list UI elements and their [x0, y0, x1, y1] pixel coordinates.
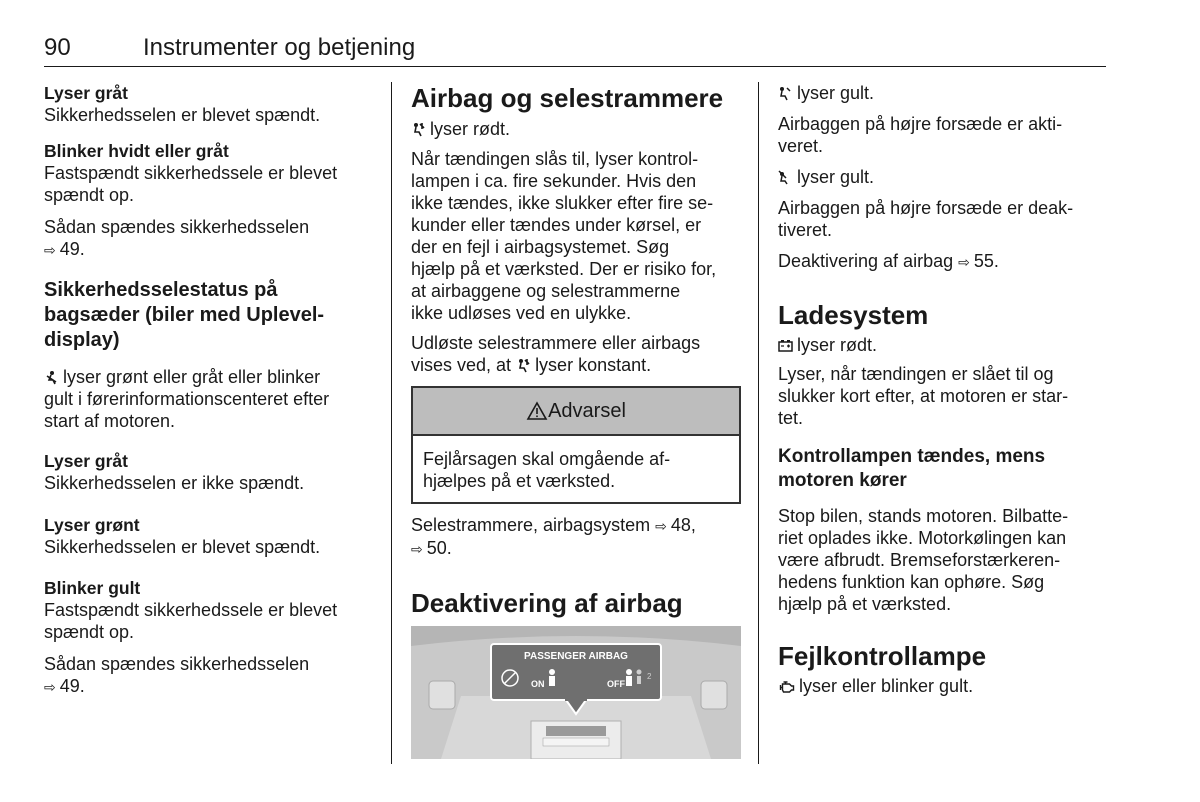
paragraph: lyser rødt. [411, 118, 741, 140]
paragraph: Sådan spændes sikkerhedsselen [44, 217, 310, 237]
page-reference-link[interactable]: ⇨ 50. [411, 538, 452, 558]
page-reference-link[interactable]: ⇨ 48, [655, 515, 696, 535]
section-heading-deactivation: Deaktivering af airbag [411, 588, 683, 618]
passenger-airbag-on-icon [778, 86, 793, 101]
page-number: 90 [44, 34, 71, 61]
paragraph: Airbaggen på højre forsæde er deak- tiveret. [778, 198, 1074, 240]
figure-on-label: ON [531, 679, 545, 689]
paragraph: Fastspændt sikkerhedssele er blevet spændt op. [44, 600, 338, 642]
subheading-lyser-graat-2: Lyser gråt [44, 451, 128, 471]
airbag-warning-icon [516, 358, 531, 373]
paragraph: Stop bilen, stands motoren. Bilbatte- riet oplades ikke. Motorkølingen kan være afbrudt. Bremseforstærkeren- hedens funktion kan ophøre. Søg hjælp på et værksted. [778, 506, 1069, 614]
paragraph: lyser grønt eller gråt eller blinker gult i førerinformationscenteret efter start af motoren. [44, 367, 330, 431]
header-rule [44, 66, 1106, 67]
section-heading-fault-lamp: Fejlkontrollampe [778, 641, 987, 671]
warning-triangle-icon [526, 401, 548, 421]
airbag-warning-icon [411, 122, 426, 137]
page-reference-link[interactable]: ⇨ 49. [44, 238, 379, 261]
warning-text: Fejlårsagen skal omgående af- hjælpes på et værksted. [423, 449, 671, 491]
column-middle [411, 82, 741, 764]
passenger-airbag-panel-figure [411, 626, 741, 759]
paragraph: Sikkerhedsselen er blevet spændt. [44, 537, 321, 557]
passenger-airbag-on-icon [549, 669, 555, 686]
warning-header [413, 388, 739, 436]
paragraph: lyser rødt. [778, 334, 1108, 356]
section-heading-charging: Ladesystem [778, 300, 929, 330]
section-heading-rear-seatbelt-status: Sikkerhedsselestatus på bagsæder (biler med Uplevel- display) [44, 279, 325, 351]
column-right [778, 82, 1108, 697]
battery-icon [778, 338, 793, 353]
paragraph: Når tændingen slås til, lyser kontrol- lampen i ca. fire sekunder. Hvis den ikke tændes, ikke slukker efter fire se- kunder eller tændes under kørsel, er der en fejl i airbagsystemet. Søg hjælp på et værksted. Der er risiko for, at airbaggene og selestrammerne ikke udløses ved en ulykke. [411, 149, 717, 323]
figure-seat-number: 2 [647, 672, 652, 681]
subheading-blinker-gult: Blinker gult [44, 578, 141, 598]
subheading-lyser-groent: Lyser grønt [44, 515, 140, 535]
paragraph: Airbaggen på højre forsæde er akti- veret. [778, 114, 1063, 156]
seatbelt-icon [637, 670, 642, 685]
page-reference-link[interactable]: ⇨ 55. [958, 251, 999, 271]
rear-seatbelt-icon [44, 370, 59, 385]
subheading-lamp-while-running: Kontrollampen tændes, mens motoren kører [778, 446, 1046, 491]
paragraph: Sikkerhedsselen er blevet spændt. [44, 105, 321, 125]
paragraph: Deaktivering af airbag ⇨ 55. [778, 250, 1108, 273]
paragraph: Lyser, når tændingen er slået til og slukker kort efter, at motoren er star- tet. [778, 364, 1069, 428]
paragraph: Fastspændt sikkerhedssele er blevet spændt op. [44, 163, 338, 205]
page-reference-link[interactable]: ⇨ 49. [44, 675, 379, 698]
engine-icon [778, 679, 795, 694]
subheading-blinker-hvidt: Blinker hvidt eller gråt [44, 141, 229, 161]
passenger-airbag-off-icon [626, 669, 632, 686]
column-divider-2 [758, 82, 759, 764]
figure-off-label: OFF [607, 679, 625, 689]
warning-box [411, 386, 741, 504]
passenger-airbag-off-icon [778, 170, 793, 185]
paragraph: lyser gult. [778, 166, 1108, 188]
paragraph: Udløste selestrammere eller airbags vises ved, at lyser konstant. [411, 333, 701, 375]
paragraph: Sådan spændes sikkerhedsselen [44, 654, 310, 674]
section-heading-airbag: Airbag og selestrammere [411, 83, 724, 113]
figure-panel-title: PASSENGER AIRBAG [524, 651, 628, 662]
paragraph: Selestrammere, airbagsystem ⇨ 48, ⇨ 50. [411, 514, 741, 560]
column-left [44, 82, 379, 698]
subheading-lyser-graat: Lyser gråt [44, 83, 128, 103]
paragraph: lyser eller blinker gult. [778, 675, 1108, 697]
paragraph: lyser gult. [778, 82, 1108, 104]
page-header-title: Instrumenter og betjening [143, 34, 416, 61]
column-divider-1 [391, 82, 392, 764]
paragraph: Sikkerhedsselen er ikke spændt. [44, 473, 305, 493]
warning-title: Advarsel [548, 399, 626, 422]
